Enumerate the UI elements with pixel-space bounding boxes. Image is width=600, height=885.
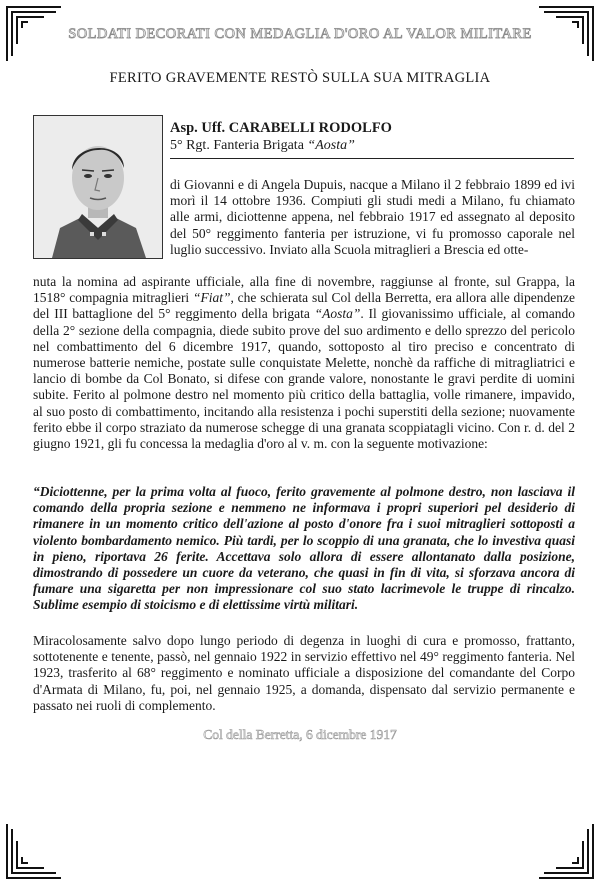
soldier-portrait [33,115,163,259]
brigade-name: “Aosta” [307,138,355,153]
corner-ornament-bottom-right [536,821,596,881]
soldier-name: Asp. Uff. CARABELLI RODOLFO [170,120,392,136]
corner-ornament-bottom-left [4,821,64,881]
soldier-regiment [170,137,575,154]
place-date: Col della Berretta, 6 dicembre 1917 [203,727,397,742]
biography-text-1: nuta la nomina ad aspirante ufficiale, alla fine di novembre, raggiunse al fronte, sul Grappa, la 1518° compagnia mitraglieri [33,274,575,306]
portrait-illustration [34,116,162,258]
series-title: SOLDATI DECORATI CON MEDAGLIA D'ORO AL VALOR MILITARE [68,26,532,42]
page-headline: FERITO GRAVEMENTE RESTÒ SULLA SUA MITRAGLIA [109,70,491,86]
biography-text-3: . Il giovanissimo ufficiale, al comando della 2° sezione della compagnia, diede subito prove del suo ardimento e dello sprezzo del pericolo nel combattimento del 6 dicembre 1917, quando, sottoposto al tiro preciso e concentrato di numerose batterie nemiche, postate sulle conquistate Melette, nonchè da raffiche di mitragliatrici e lancio di bombe da Col Bonato, si difese con grande valore, nonostante le gravi perdite di uomini subite. Ferito al polmone destro nel momento più critico della battaglia, volle rimanere, impavido, al suo posto di combattimento, incitando alla resistenza i pochi superstiti della sezione; nuovamente ferito ebbe il corpo straziato da numerose schegge di una granata scoppiatagli vicino. Con r. d. del 2 giugno 1921, gli fu concessa la medaglia d'oro al v. m. con la seguente motivazione: [33,306,575,452]
biography-text-2: , che schierata sul Col della Berretta, era allora alle dipendenze del III battaglione del 5° reggimento della brigata [33,290,575,322]
company-name-fiat: “Fiat” [192,290,231,306]
biography-intro: di Giovanni e di Angela Dupuis, nacque a Milano il 2 febbraio 1899 ed ivi morì il 14 ottobre 1936. Compiuti gli studi medi a Milano, fu chiamato alle armi, diciottenne appena, nel febbraio 1917 ed assegnato al deposito del 50° reggimento fanteria per istruzione, vi fu promosso caporale nel luglio successivo. Inviato alla Scuola mitraglieri a Brescia ed otte- [170,177,575,257]
biography-body [33,274,575,452]
soldier-header [170,120,575,154]
brigade-name-aosta: “Aosta” [314,306,361,322]
regiment-text: 5° Rgt. Fanteria Brigata [170,138,308,153]
biography-epilogue: Miracolosamente salvo dopo lungo periodo di degenza in luoghi di cura e promosso, frattanto, sottotenente e tenente, passò, nel gennaio 1922 in servizio effettivo nel 49° reggimento fanteria. Nel 1923, trasferito al 68° reggimento e nominato ufficiale a disposizione del comandante del Corpo d'Armata di Milano, fu, poi, nel gennaio 1925, a domanda, dispensato dal servizio permanente e passato nei ruoli di complemento. [33,633,575,713]
header-divider [170,158,574,159]
medal-motivation: “Diciottenne, per la prima volta al fuoco, ferito gravemente al polmone destro, non lasciava il comando della propria sezione e nemmeno ne informava i propri superiori pel desiderio di rimanere in un momento critico dell'azione al posto d'onore fra i suoi mitraglieri sottoposti a violento bombardamento nemico. Più tardi, per lo scoppio di una granata, che lo investiva quasi in pieno, riportava 26 ferite. Accettava solo allora di essere allontanato dalla posizione, dimostrando di possedere un cuore da veterano, che quasi in fin di vita, si sforzava ancora di fumare una sigaretta per non impressionare col suo stato lacrimevole le truppe di rincalzo. Sublime esempio di stoicismo e di elettissime virtù militari. [33,484,575,613]
